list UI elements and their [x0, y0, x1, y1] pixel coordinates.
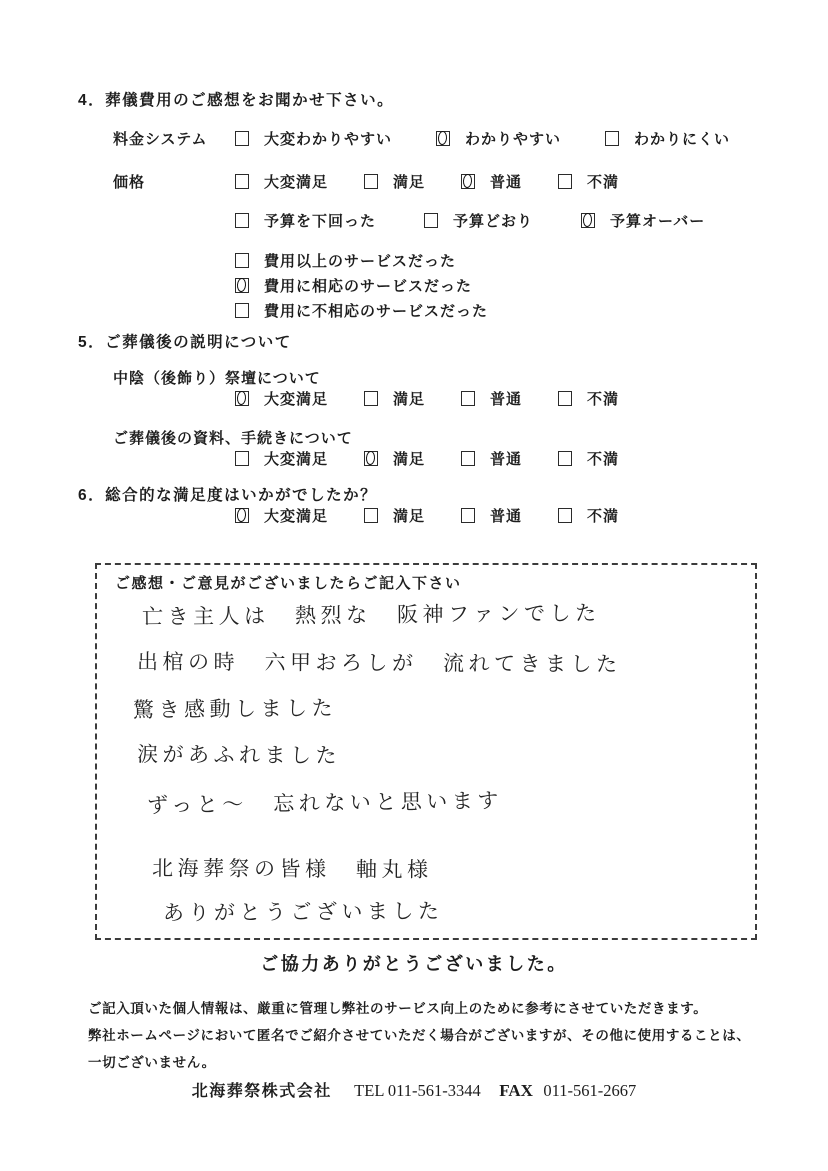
option-label: 大変満足 [264, 451, 329, 468]
privacy-notice [88, 995, 788, 1076]
handwritten-line: ずっと〜 忘れないと思います [146, 789, 503, 818]
option-label: 不満 [587, 451, 620, 468]
checkbox-paperwork-unsatisfied[interactable] [558, 451, 572, 466]
fax-label: FAX [499, 1081, 533, 1100]
fax-number: 011-561-2667 [543, 1081, 637, 1100]
checkbox-altar-unsatisfied[interactable] [558, 391, 572, 406]
option-service-matched-cost [235, 275, 488, 296]
option-fee-unclear [605, 128, 730, 149]
paperwork-options-row [235, 448, 619, 469]
option-over-budget [581, 210, 705, 231]
option-label: 満足 [393, 508, 426, 525]
option-price-unsatisfied [558, 171, 619, 192]
comment-box [95, 563, 757, 940]
option-service-above-cost [235, 250, 488, 271]
privacy-line: ご記入頂いた個人情報は、厳重に管理し弊社のサービス向上のために参考にさせていただきます。 [88, 1001, 708, 1016]
option-label: 予算どおり [453, 213, 534, 230]
altar-sub-label: 中陰（後飾り）祭壇について [113, 370, 321, 387]
option-label: わかりにくい [634, 131, 731, 148]
company-name: 北海葬祭株式会社 [191, 1083, 332, 1100]
option-label: 大変満足 [264, 174, 329, 191]
option-altar-satisfied [364, 388, 425, 409]
checkbox-price-satisfied[interactable] [364, 174, 378, 189]
checkbox-overall-very-satisfied[interactable] [235, 508, 249, 523]
privacy-line: 弊社ホームページにおいて匿名でご紹介させていただく場合がございますが、その他に使用することは、 [88, 1028, 751, 1043]
option-service-below-cost [235, 300, 488, 321]
privacy-line: 一切ございません。 [88, 1055, 216, 1070]
price-label: 価格 [113, 174, 146, 191]
checkbox-fee-very-clear[interactable] [235, 131, 249, 146]
checkbox-price-unsatisfied[interactable] [558, 174, 572, 189]
option-price-satisfied [364, 171, 425, 192]
checkbox-altar-satisfied[interactable] [364, 391, 378, 406]
checkbox-under-budget[interactable] [235, 213, 249, 228]
option-label: 不満 [587, 391, 620, 408]
option-label: 普通 [490, 174, 523, 191]
fee-system-label: 料金システム [113, 131, 208, 148]
altar-options-row [235, 388, 619, 409]
option-altar-very-satisfied [235, 388, 328, 409]
option-label: 大変満足 [264, 508, 329, 525]
checkbox-overall-satisfied[interactable] [364, 508, 378, 523]
option-label: 不満 [587, 174, 620, 191]
checkbox-over-budget[interactable] [581, 213, 595, 228]
checkbox-paperwork-very-satisfied[interactable] [235, 451, 249, 466]
option-overall-very-satisfied [235, 505, 328, 526]
option-label: 大変わかりやすい [264, 131, 393, 148]
handwritten-line: 北海葬祭の皆様 軸丸様 [151, 857, 433, 882]
option-label: 普通 [490, 451, 523, 468]
phone-number: TEL 011-561-3344 [354, 1081, 481, 1100]
option-altar-normal [461, 388, 522, 409]
thanks-line: ご協力ありがとうございました。 [260, 954, 568, 974]
fee-system-row [113, 128, 730, 149]
option-label: 満足 [393, 174, 426, 191]
option-overall-satisfied [364, 505, 425, 526]
option-label: 費用に相応のサービスだった [264, 278, 473, 295]
checkbox-altar-normal[interactable] [461, 391, 475, 406]
question-6-title: 6．総合的な満足度はいかがでしたか？ [78, 487, 378, 504]
checkbox-service-matched-cost[interactable] [235, 278, 249, 293]
checkbox-altar-very-satisfied[interactable] [235, 391, 249, 406]
question-5-title: 5．ご葬儀後の説明について [78, 334, 292, 351]
checkbox-fee-clear[interactable] [436, 131, 450, 146]
option-paperwork-satisfied [364, 448, 425, 469]
service-value-list [235, 250, 488, 321]
price-row [113, 171, 619, 192]
option-label: 満足 [393, 451, 426, 468]
option-price-normal [461, 171, 522, 192]
checkbox-paperwork-satisfied[interactable] [364, 451, 378, 466]
option-label: 予算を下回った [264, 213, 377, 230]
option-on-budget [424, 210, 533, 231]
checkbox-overall-normal[interactable] [461, 508, 475, 523]
company-footer [0, 1078, 828, 1101]
checkbox-service-below-cost[interactable] [235, 303, 249, 318]
option-label: 費用に不相応のサービスだった [264, 303, 489, 320]
checkbox-price-very-satisfied[interactable] [235, 174, 249, 189]
handwritten-line: 出棺の時 六甲おろしが 流れてきました [136, 650, 622, 677]
comment-prompt: ご感想・ご意見がございましたらご記入下さい [115, 575, 462, 592]
option-label: 費用以上のサービスだった [264, 253, 457, 270]
checkbox-fee-unclear[interactable] [605, 131, 619, 146]
checkbox-service-above-cost[interactable] [235, 253, 249, 268]
handwritten-line: 涙があふれました [136, 743, 342, 768]
option-fee-very-clear [235, 128, 392, 149]
option-overall-unsatisfied [558, 505, 619, 526]
paperwork-sub-label: ご葬儀後の資料、手続きについて [113, 430, 353, 447]
checkbox-price-normal[interactable] [461, 174, 475, 189]
overall-options-row [235, 505, 619, 526]
checkbox-overall-unsatisfied[interactable] [558, 508, 572, 523]
question-4-title: 4．葬儀費用のご感想をお聞かせ下さい。 [78, 92, 395, 109]
budget-row [235, 210, 705, 231]
option-under-budget [235, 210, 376, 231]
handwritten-line: 驚き感動しました [132, 696, 338, 723]
option-label: 不満 [587, 508, 620, 525]
handwritten-line: 亡き主人は 熱烈な 阪神ファンでした [141, 601, 601, 630]
option-label: 普通 [490, 391, 523, 408]
option-paperwork-very-satisfied [235, 448, 328, 469]
option-label: 大変満足 [264, 391, 329, 408]
option-label: 普通 [490, 508, 523, 525]
option-overall-normal [461, 505, 522, 526]
option-price-very-satisfied [235, 171, 328, 192]
option-label: わかりやすい [465, 131, 562, 148]
checkbox-on-budget[interactable] [424, 213, 438, 228]
option-fee-clear [436, 128, 561, 149]
handwritten-line: ありがとうございました [162, 900, 444, 925]
option-paperwork-unsatisfied [558, 448, 619, 469]
option-label: 満足 [393, 391, 426, 408]
option-altar-unsatisfied [558, 388, 619, 409]
option-label: 予算オーバー [610, 213, 706, 230]
checkbox-paperwork-normal[interactable] [461, 451, 475, 466]
option-paperwork-normal [461, 448, 522, 469]
